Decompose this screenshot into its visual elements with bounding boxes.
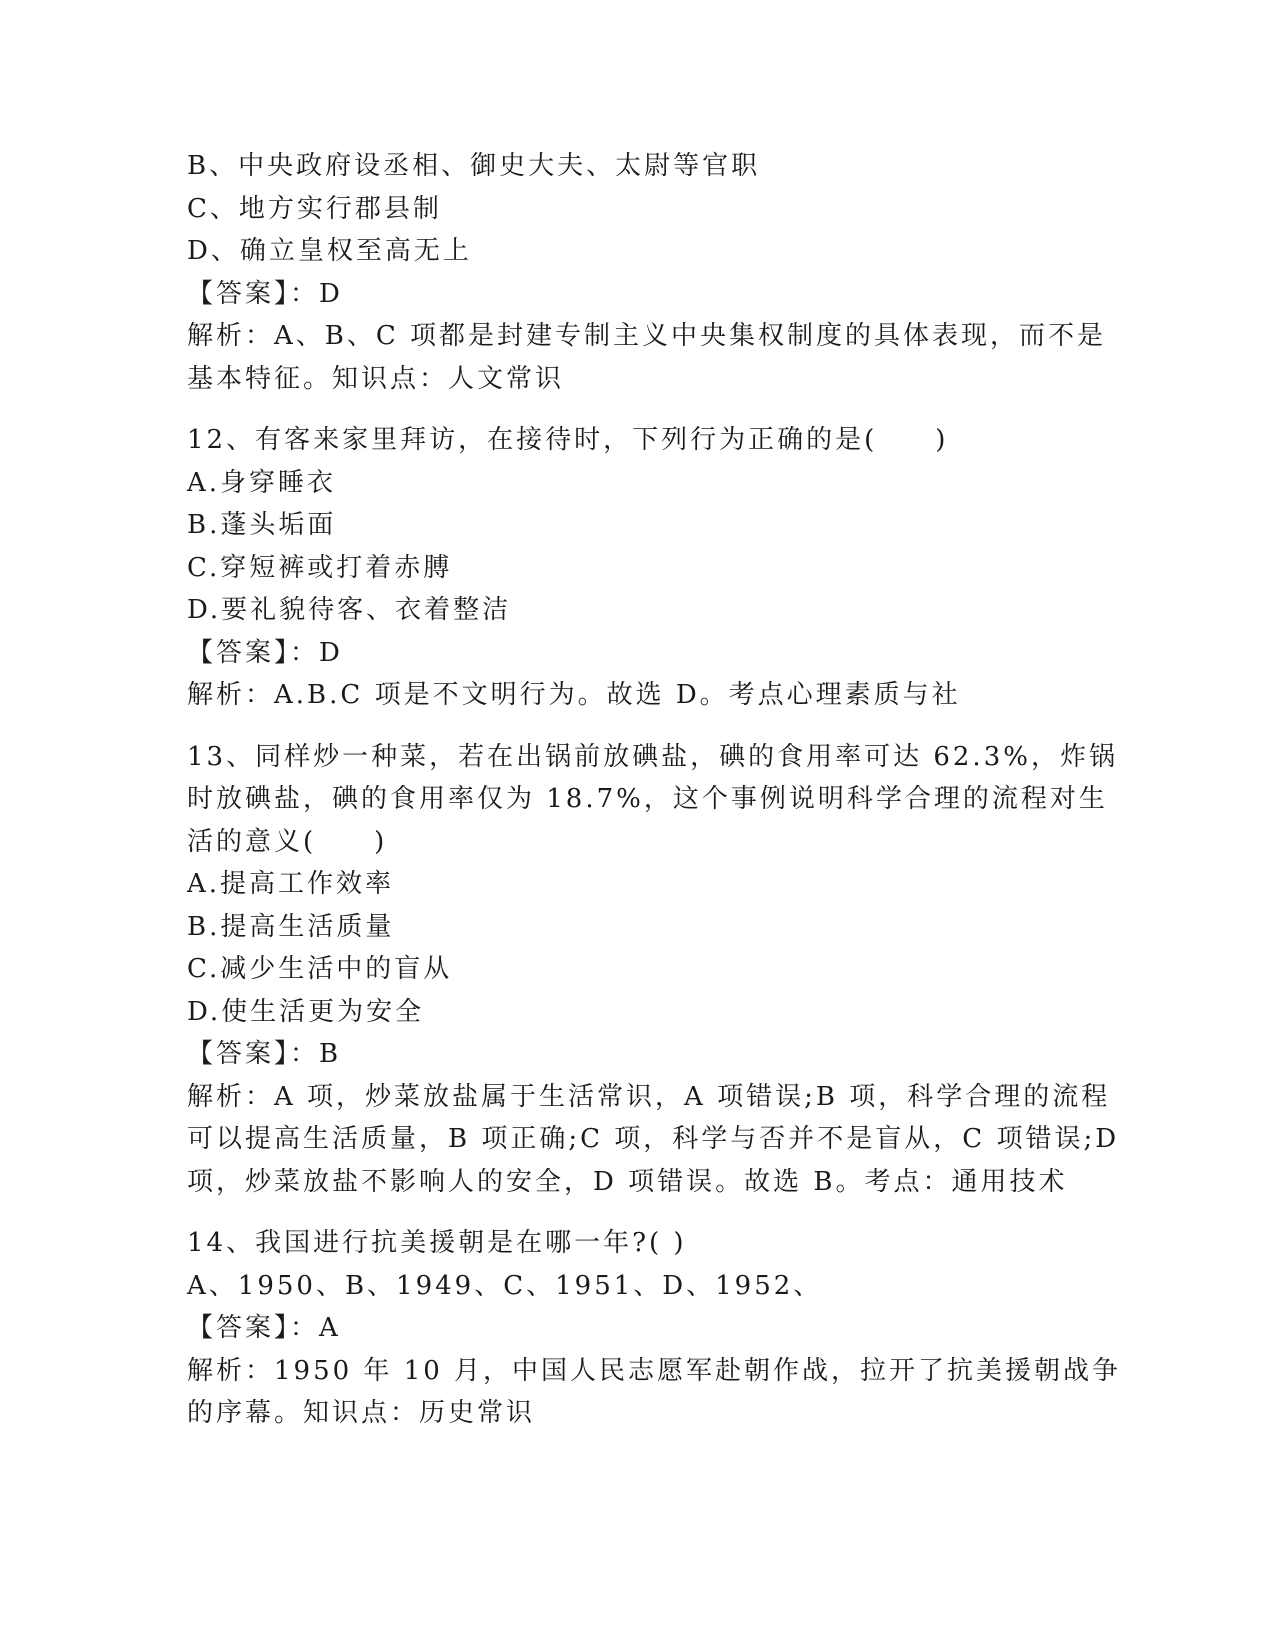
q13-answer: 【答案】：B xyxy=(187,1039,342,1069)
q13-option-c: C.减少生活中的盲从 xyxy=(187,954,453,984)
q11-option-c: C、地方实行郡县制 xyxy=(187,193,442,224)
q12-option-a: A.身穿睡衣 xyxy=(187,467,337,498)
q14-question: 14、我国进行抗美援朝是在哪一年?( ) xyxy=(187,1228,687,1258)
q12-option-c: C.穿短裤或打着赤膊 xyxy=(187,552,453,583)
q13-option-b: B.提高生活质量 xyxy=(187,911,395,942)
q12-explanation-line-1: 解析：A.B.C 项是不文明行为。故选 D。考点心理素质与社 xyxy=(187,680,961,710)
q13-option-a: A.提高工作效率 xyxy=(187,869,395,899)
q14-answer: 【答案】：A xyxy=(187,1313,341,1343)
document-content xyxy=(187,145,1122,1435)
question-14-block xyxy=(187,1222,1122,1435)
q13-explanation-line-3: 项，炒菜放盐不影响人的安全，D 项错误。故选 B。考点：通用技术 xyxy=(187,1166,1068,1197)
q12-option-b: B.蓬头垢面 xyxy=(187,510,337,540)
q11-option-d: D、确立皇权至高无上 xyxy=(187,236,472,266)
q12-answer: 【答案】：D xyxy=(187,637,343,668)
q11-explanation-line-1: 解析：A、B、C 项都是封建专制主义中央集权制度的具体表现，而不是 xyxy=(187,321,1107,351)
question-12-block xyxy=(187,419,1087,717)
q13-question-line-1: 13、同样炒一种菜，若在出锅前放碘盐，碘的食用率可达 62.3%，炸锅 xyxy=(187,741,1118,772)
question-11-block xyxy=(187,145,1107,400)
q13-option-d: D.使生活更为安全 xyxy=(187,996,425,1027)
q14-explanation-line-1: 解析：1950 年 10 月，中国人民志愿军赴朝作战，拉开了抗美援朝战争 xyxy=(187,1355,1122,1386)
q12-question: 12、有客来家里拜访，在接待时，下列行为正确的是( ) xyxy=(187,425,949,455)
q13-question-line-3: 活的意义( ) xyxy=(187,826,388,857)
q14-explanation-line-2: 的序幕。知识点：历史常识 xyxy=(187,1398,536,1428)
q11-explanation-line-2: 基本特征。知识点：人文常识 xyxy=(187,363,565,394)
q11-option-b: B、中央政府设丞相、御史大夫、太尉等官职 xyxy=(187,151,761,181)
q12-option-d: D.要礼貌待客、衣着整洁 xyxy=(187,595,512,625)
q13-explanation-line-1: 解析：A 项，炒菜放盐属于生活常识，A 项错误;B 项，科学合理的流程 xyxy=(187,1081,1111,1112)
question-13-block xyxy=(187,736,1120,1204)
q13-question-line-2: 时放碘盐，碘的食用率仅为 18.7%，这个事例说明科学合理的流程对生 xyxy=(187,784,1108,814)
q14-options: A、1950、B、1949、C、1951、D、1952、 xyxy=(187,1270,823,1301)
q13-explanation-line-2: 可以提高生活质量，B 项正确;C 项，科学与否并不是盲从，C 项错误;D xyxy=(187,1124,1120,1154)
q11-answer: 【答案】：D xyxy=(187,278,343,309)
